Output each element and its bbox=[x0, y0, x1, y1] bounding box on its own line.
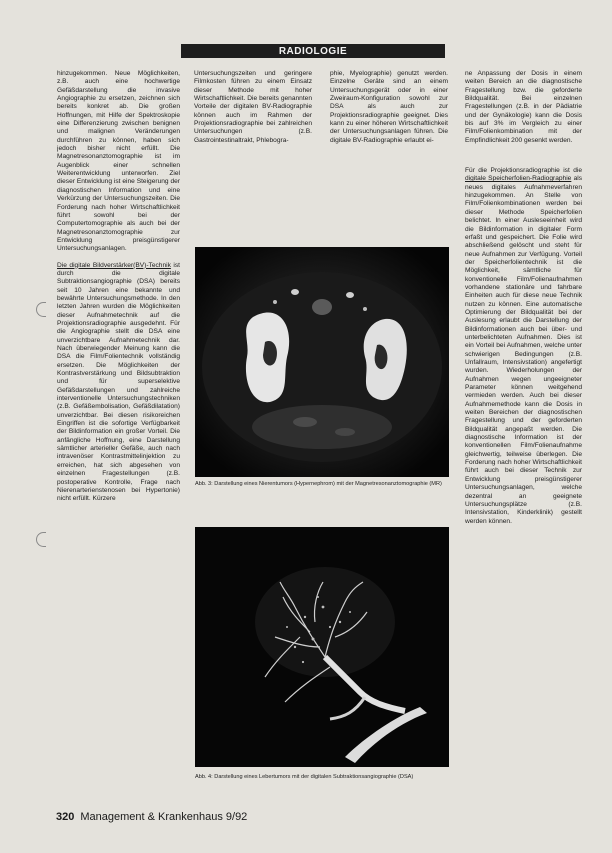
text-column-4 bbox=[465, 70, 582, 803]
col4-paragraph-2-lead: Für die Projektionsradiographie ist die bbox=[465, 167, 582, 175]
col2-paragraph: Untersuchungszeiten und geringere Filmkosten führen zu einem Einsatz dieser Methode mit hoher Wirtschaftlichkeit. Die bereits genannten Vorteile der digitalen BV-Radiographie können auch im Rahmen der Projektionsradiographie bei zahlreichen Untersuchungen (z.B. Gastrointestinaltrakt, Phlebogra- bbox=[194, 70, 312, 144]
figure-3-caption: Abb. 3: Darstellung eines Nierentumors (Hypernephrom) mit der Magnetresonanztomographie (MR) bbox=[195, 481, 442, 487]
figure-dsa-liver bbox=[195, 527, 449, 767]
binder-hole-icon bbox=[36, 532, 46, 547]
binder-hole-icon bbox=[36, 302, 46, 317]
text-column-3 bbox=[330, 70, 448, 240]
col1-paragraph-2 bbox=[57, 262, 180, 504]
journal-name: Management & Krankenhaus 9/92 bbox=[80, 811, 248, 823]
figure-mr-kidney bbox=[195, 247, 449, 477]
col4-term-link: digitale Speicherfolien-Radiographie bbox=[465, 175, 572, 183]
dsa-liver-image bbox=[195, 527, 449, 767]
col1-term-link: Die digitale Bildverstärker(BV)-Technik bbox=[57, 261, 171, 269]
figure-4-caption: Abb. 4: Darstellung eines Lebertumors mit der digitalen Subtraktionsangiographie (DSA) bbox=[195, 774, 414, 780]
col1-paragraph-2-text: ist durch die digitale Subtraktionsangiographie (DSA) bereits seit 10 Jahren eine bekannte und bewährte Untersuchungsmethode. In den letzten Jahren wurden die Möglichkeiten dieser Aufnahmetechnik auf die Projektionsradiographie ausgedehnt. Für die Angiographie stellt die DSA eine unverzichtbare Aufnahmetechnik dar. Nach überwiegender Meinung kann die DSA die Film/Folientechnik vollständig ersetzen. Die Möglichkeiten der Kontrastverstärkung und Bildsubtraktion und für superselektive Gefäßdarstellungen und zahlreiche interventionelle Untersuchungstechniken (z.B. Gefäßembolisation, Gefäßdilatation) unverzichtbar. Bei diesen risikoreichen Eingriffen ist die sofortige Verfügbarkeit der Bildinformation ein großer Vorteil. Die anfängliche Hoffnung, eine Darstellung sämtlicher arterieller Gefäße, auch nach intravenöser Kontrastmittelinjektion zu erreichen, hat sich abgesehen von einzelnen Fragestellungen (z.B. postoperative Kontrolle, Frage nach Nierenarterienstenosen bei Hypertonie) nicht erfüllt. Kürzere bbox=[57, 261, 180, 503]
col4-paragraph-2-text: als neues digitales Aufnahmeverfahren hinzugekommen. An Stelle von Film/Folienkombinationen werden bei dieser Methode Speicherfolien belichtet. In einer Ausleseeinheit wird die Bildinformation in digitaler Form erfaßt und gespeichert. Die Folie wird abschließend gelöscht und steht für neue Aufnahmen zur Verfügung. Vorteil der Speicherfolientechnik ist die Möglichkeit, sämtliche für konventionelle Film/Folienaufnahmen vorhandene stationäre und fahrbare Einheiten auch für diese neue Technik nutzen zu können. Eine automatische Optimierung der Bildqualität bei der Auslesung erlaubt die Darstellung der Bildinformationen auch bei über- und unterbelichteten Aufnahmen. Dies ist ein Vorteil bei Aufnahmen, welche unter schwierigen Bedingungen (z.B. Unfallraum, Intensivstation) angefertigt wurden. Wiederholungen der Aufnahmen wegen ungeeigneter Parameter können weitgehend vermieden werden. Auch bei dieser Aufnahmemethode kann die Dosis in weiten Bereichen der diagnostischen Fragestellung und der geforderten Bildqualität angepaßt werden. Die diagnostische Information ist der konventionellen Film/Folienaufnahme gleichwertig, teilweise überlegen. Die Forderung nach hoher Wirtschaftlichkeit führt auch bei dieser Technik zur Entwicklung preisgünstigerer Untersuchungsanlagen, welche dezentral an geeignete Untersuchungsplätze (z.B. Intensivstation, Kinderklinik) gestellt werden können. bbox=[465, 175, 582, 525]
col3-paragraph: phie, Myelographie) genutzt werden. Einzelne Geräte sind an einem Untersuchungsgerät oder in einer Zweiraum-Konfiguration sowohl zur DSA als auch zur Projektionsradiographie geeignet. Dies kann zu einer höheren Wirtschaftlichkeit der Untersuchungsanlagen führen. Die digitale BV-Radiographie erlaubt ei- bbox=[330, 70, 448, 144]
col4-paragraph-2 bbox=[465, 167, 582, 526]
page-footer bbox=[56, 811, 247, 823]
mr-kidney-image bbox=[195, 247, 449, 477]
page-number: 320 bbox=[56, 811, 75, 823]
col1-paragraph-1: hinzugekommen. Neue Möglichkeiten, z.B. auch eine hochwertige Gefäßdarstellung die invasive Angiographie zu ersetzen, zeichnen sich bereits konkret ab. Die großen Hoffnungen, mit Hilfe der Spektroskopie eine Differenzierung zwischen benignen und malignen Veränderungen durchführen zu können, haben sich jedoch bisher nicht erfüllt. Die Magnetresonanztomographie ist im Augenblick einer schnellen Weiterentwicklung unterworfen. Ziel dieser Entwicklung ist eine Steigerung der diagnostischen Information und eine Verkürzung der Untersuchungszeiten. Die Forderung nach hoher Wirtschaftlichkeit führt sowohl bei der Computertomographie als auch bei der Magnetresonanztomographie zur Entwicklung preisgünstigerer Untersuchungsanlagen. bbox=[57, 70, 180, 253]
text-column-2 bbox=[194, 70, 312, 240]
text-column-1 bbox=[57, 70, 180, 803]
section-header bbox=[181, 44, 445, 58]
col4-paragraph-1: ne Anpassung der Dosis in einem weiten Bereich an die diagnostische Fragestellung bzw. die geforderte Bildqualität. Bei einzelnen Fragestellungen (z.B. in der Pädiatrie und der Gynäkologie) kann die Dosis bis auf 3% im Vergleich zu einer Film/Folienkombination mit der Empfindlichkeit 200 gesenkt werden. bbox=[465, 70, 582, 144]
section-title: RADIOLOGIE bbox=[278, 45, 348, 57]
